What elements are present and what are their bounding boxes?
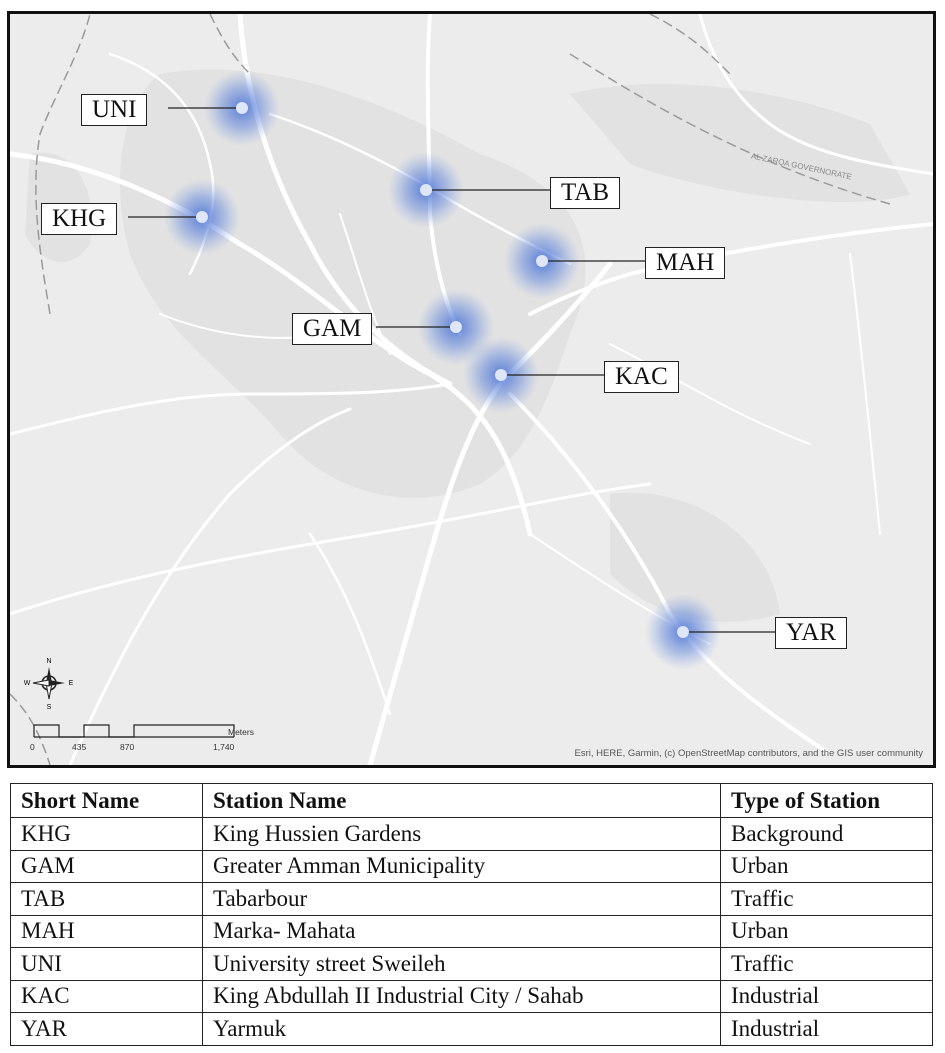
scale-tick-435: 435: [72, 742, 87, 752]
scale-bar: [32, 719, 247, 739]
cell-name: Marka- Mahata: [203, 915, 721, 948]
station-label-kac: KAC: [604, 361, 679, 393]
cell-short: MAH: [11, 915, 203, 948]
table-row: [11, 980, 933, 1013]
header-type: Type of Station: [721, 784, 933, 818]
cell-name: University street Sweileh: [203, 948, 721, 981]
table-row: [11, 850, 933, 883]
header-station-name: Station Name: [203, 784, 721, 818]
station-marker-kac[interactable]: [495, 369, 507, 381]
header-short-name: Short Name: [11, 784, 203, 818]
station-marker-gam[interactable]: [450, 321, 462, 333]
cell-type: Urban: [721, 915, 933, 948]
east-letter: E: [68, 680, 74, 687]
cell-type: Industrial: [721, 980, 933, 1013]
cell-type: Traffic: [721, 948, 933, 981]
table-row: [11, 948, 933, 981]
scale-tick-0: 0: [30, 742, 35, 752]
south-letter: S: [46, 704, 52, 711]
cell-short: TAB: [11, 883, 203, 916]
station-label-tab: TAB: [550, 177, 620, 209]
station-marker-yar[interactable]: [677, 626, 689, 638]
station-marker-mah[interactable]: [536, 255, 548, 267]
station-label-yar: YAR: [775, 617, 847, 649]
west-letter: W: [24, 680, 31, 687]
cell-name: Tabarbour: [203, 883, 721, 916]
station-map: [7, 11, 936, 768]
cell-type: Traffic: [721, 883, 933, 916]
table-row: [11, 1013, 933, 1046]
cell-name: Yarmuk: [203, 1013, 721, 1046]
north-letter: N: [46, 658, 52, 665]
cell-short: UNI: [11, 948, 203, 981]
cell-name: King Hussien Gardens: [203, 818, 721, 851]
station-label-gam: GAM: [292, 313, 372, 345]
cell-name: Greater Amman Municipality: [203, 850, 721, 883]
cell-type: Urban: [721, 850, 933, 883]
north-arrow-icon: [24, 655, 74, 711]
cell-short: GAM: [11, 850, 203, 883]
scale-tick-870: 870: [120, 742, 135, 752]
scale-tick-1740: 1,740: [213, 742, 235, 752]
scale-unit: Meters: [228, 727, 254, 737]
station-label-khg: KHG: [41, 203, 117, 235]
cell-type: Industrial: [721, 1013, 933, 1046]
table-row: [11, 915, 933, 948]
road-label-zarqa: AL ZARQA GOVERNORATE: [750, 151, 853, 182]
cell-short: KHG: [11, 818, 203, 851]
cell-type: Background: [721, 818, 933, 851]
station-marker-tab[interactable]: [420, 184, 432, 196]
station-table: [10, 783, 933, 1046]
cell-short: YAR: [11, 1013, 203, 1046]
table-header-row: [11, 784, 933, 818]
station-label-uni: UNI: [81, 94, 147, 126]
cell-name: King Abdullah II Industrial City / Sahab: [203, 980, 721, 1013]
station-marker-khg[interactable]: [196, 211, 208, 223]
station-label-mah: MAH: [645, 247, 725, 279]
cell-short: KAC: [11, 980, 203, 1013]
station-layer: [10, 14, 933, 765]
station-marker-uni[interactable]: [236, 102, 248, 114]
table-row: [11, 818, 933, 851]
map-attribution: Esri, HERE, Garmin, (c) OpenStreetMap contributors, and the GIS user community: [574, 748, 923, 759]
table-row: [11, 883, 933, 916]
